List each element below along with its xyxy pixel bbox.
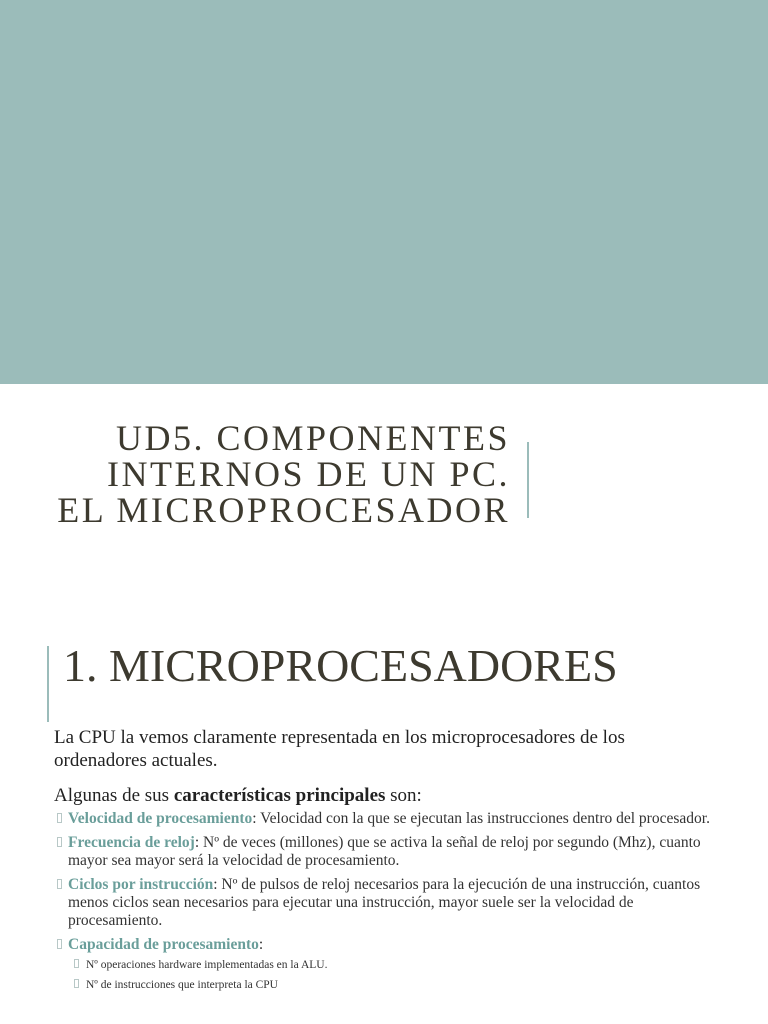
list-item-text: : Nº de pulsos de reloj necesarios para la ejecución de una instrucción, cuantos menos ciclos sean necesarios para ejecutar una instrucción, mayor suele ser la velocidad de procesamiento.	[68, 876, 701, 929]
list-item-term: Capacidad de procesamiento	[68, 936, 259, 953]
sub-list-item-text: Nº de instrucciones que interpreta la CPU	[86, 979, 278, 991]
list-item-text: : Nº de veces (millones) que se activa la señal de reloj por segundo (Mhz), cuanto mayor sea mayor será la velocidad de procesamiento.	[68, 834, 701, 869]
list-item	[54, 810, 714, 828]
slide-title-line: UD5. COMPONENTES	[115, 418, 510, 458]
list-item-term: Velocidad de procesamiento	[68, 810, 253, 827]
section-divider	[47, 646, 49, 722]
lead-suffix: son:	[385, 785, 422, 806]
bullet-icon	[57, 939, 62, 949]
sub-list-item	[70, 958, 714, 972]
bullet-icon	[74, 959, 79, 968]
intro-paragraph: La CPU la vemos claramente representada en los microprocesadores de los ordenadores actuales.	[54, 727, 625, 771]
lead-paragraph	[54, 784, 714, 808]
list-item-term: Frecuencia de reloj	[68, 834, 195, 851]
list-item-term: Ciclos por instrucción	[68, 876, 214, 893]
list-item-text: :	[258, 936, 264, 953]
lead-bold: características principales	[173, 785, 386, 806]
bullet-icon	[74, 979, 79, 988]
sub-list-item	[70, 978, 714, 992]
sub-list	[68, 958, 714, 992]
bullet-icon	[57, 879, 62, 889]
slide-title	[20, 420, 510, 528]
section-heading: 1. MICROPROCESADORES	[63, 640, 618, 691]
bullet-icon	[57, 813, 62, 823]
slide-content	[54, 726, 714, 998]
lead-prefix: Algunas de sus	[54, 785, 174, 806]
slide-title-line: EL MICROPROCESADOR	[57, 490, 510, 530]
title-slide-banner	[0, 0, 768, 384]
title-divider	[527, 442, 529, 518]
list-item	[54, 834, 714, 870]
list-item	[54, 936, 714, 992]
sub-list-item-text: Nº operaciones hardware implementadas en la ALU.	[86, 959, 328, 971]
characteristics-list	[54, 810, 714, 992]
list-item-text: : Velocidad con la que se ejecutan las instrucciones dentro del procesador.	[252, 810, 710, 827]
list-item	[54, 876, 714, 930]
bullet-icon	[57, 837, 62, 847]
slide-title-line: INTERNOS DE UN PC.	[106, 454, 510, 494]
